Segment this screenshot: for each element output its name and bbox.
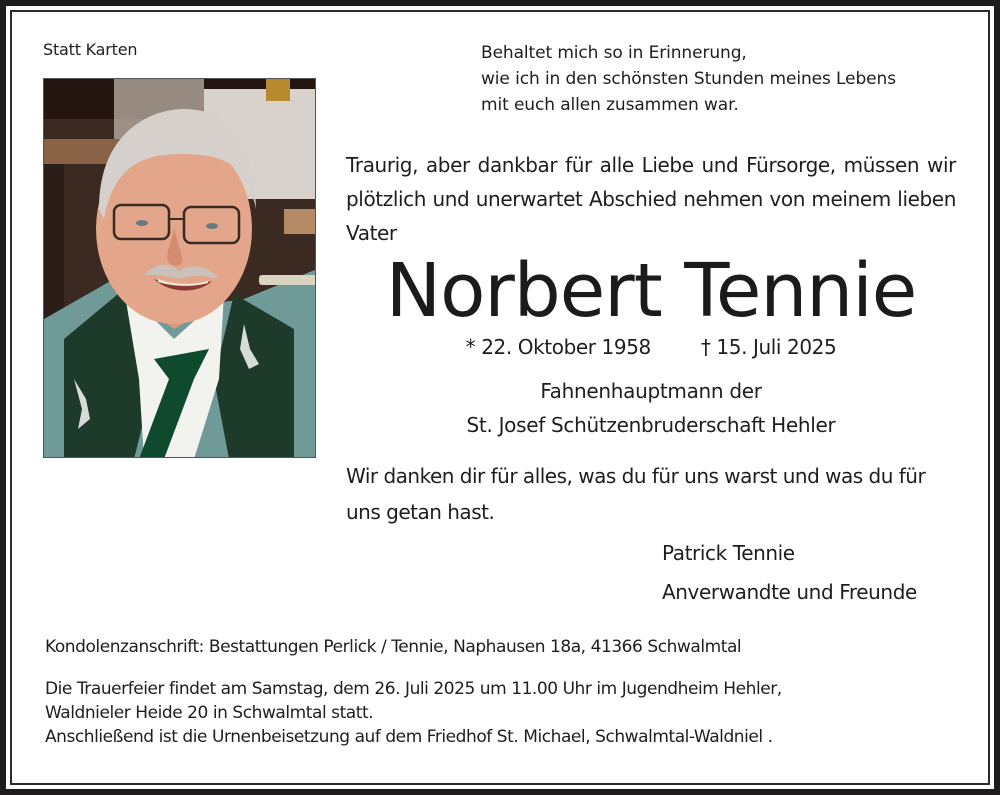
deceased-name: Norbert Tennie — [385, 248, 917, 334]
condolence-address: Kondolenzanschrift: Bestattungen Perlick / Tennie, Naphausen 18a, 41366 Schwalmtal — [45, 637, 742, 657]
service-info — [45, 677, 782, 749]
death-date: † 15. Juli 2025 — [700, 335, 837, 359]
title-line: Fahnenhauptmann der — [540, 379, 762, 403]
poem-line: wie ich in den schönsten Stunden meines Lebens — [481, 69, 896, 89]
service-line: Waldnieler Heide 20 in Schwalmtal statt. — [45, 703, 374, 723]
thanks-text: Wir danken dir für alles, was du für uns warst und was du für uns getan hast. — [346, 464, 926, 524]
portrait-illustration — [44, 79, 316, 458]
signature-line: Patrick Tennie — [662, 541, 795, 565]
intro-text: Traurig, aber dankbar für alle Liebe und Fürsorge, müssen wir plötzlich und unerwartet Abschied nehmen von meinem lieben Vater — [346, 153, 956, 245]
birth-date: * 22. Oktober 1958 — [465, 335, 651, 359]
deceased-title — [346, 374, 956, 442]
signatures — [662, 534, 917, 612]
life-dates — [346, 333, 956, 361]
service-line: Anschließend ist die Urnenbeisetzung auf dem Friedhof St. Michael, Schwalmtal-Waldniel . — [45, 727, 773, 747]
signature-line: Anverwandte und Freunde — [662, 580, 917, 604]
poem-line: Behaltet mich so in Erinnerung, — [481, 43, 747, 63]
poem-verse — [481, 40, 896, 118]
service-line: Die Trauerfeier findet am Samstag, dem 26. Juli 2025 um 11.00 Uhr im Jugendheim Hehler, — [45, 679, 782, 699]
title-line: St. Josef Schützenbruderschaft Hehler — [466, 413, 836, 437]
statt-karten-note: Statt Karten — [43, 40, 138, 59]
poem-line: mit euch allen zusammen war. — [481, 95, 739, 115]
portrait-photo — [43, 78, 316, 458]
